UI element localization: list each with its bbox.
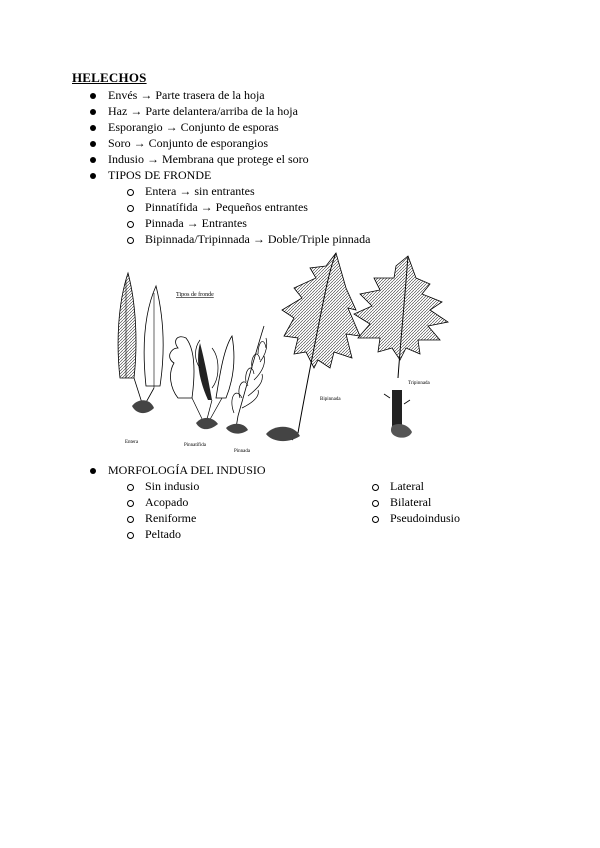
list-item: Envés → Parte trasera de la hoja [108, 88, 265, 102]
list-item: Haz → Parte delantera/arriba de la hoja [108, 104, 298, 118]
sub-list-item: Pseudoindusio [390, 511, 461, 525]
sub-list-item: Pinnada → Entrantes [145, 216, 247, 230]
pinnate-frond-drawing [226, 326, 267, 454]
sub-bullet-icon [127, 221, 134, 228]
tripinnate-frond-drawing [354, 256, 448, 438]
sub-bullet-icon [127, 484, 134, 491]
sub-bullet-icon [127, 237, 134, 244]
fern-frond-types-illustration [108, 248, 456, 458]
sub-list-item: Pinnatífida → Pequeños entrantes [145, 200, 308, 214]
list-item: Soro → Conjunto de esporangios [108, 136, 268, 150]
sub-bullet-icon [127, 205, 134, 212]
sub-list-item: Bilateral [390, 495, 432, 509]
sub-bullet-icon [127, 516, 134, 523]
bullet-icon [90, 93, 96, 99]
list-item: TIPOS DE FRONDE [108, 168, 212, 182]
pinnatifid-frond-drawing [170, 336, 234, 448]
sub-list-item: Peltado [145, 527, 181, 541]
page-title: HELECHOS [72, 70, 147, 85]
sub-list-item: Sin indusio [145, 479, 200, 493]
sub-bullet-icon [127, 189, 134, 196]
sub-bullet-icon [372, 516, 379, 523]
bullet-icon [90, 468, 96, 474]
frond-label-tripinnada: Tripinnada [408, 381, 430, 386]
sub-list-item: Acopado [145, 495, 189, 509]
bullet-icon [90, 141, 96, 147]
sub-bullet-icon [372, 484, 379, 491]
sub-list-item: Reniforme [145, 511, 197, 525]
frond-label-pinnada: Pinnada [234, 449, 251, 454]
sub-bullet-icon [372, 500, 379, 507]
bullet-icon [90, 125, 96, 131]
sub-list-item: Entera → sin entrantes [145, 184, 255, 198]
bullet-icon [90, 173, 96, 179]
figure-heading: Tipos de fronde [176, 292, 214, 298]
list-item: Esporangio → Conjunto de esporas [108, 120, 279, 134]
sub-bullet-icon [127, 500, 134, 507]
sub-list-item: Lateral [390, 479, 424, 493]
frond-label-entera: Entera [125, 440, 139, 445]
frond-label-bipinnada: Bipinnada [320, 397, 341, 402]
bullet-icon [90, 157, 96, 163]
sub-list-item: Bipinnada/Tripinnada → Doble/Triple pinnada [145, 232, 371, 246]
list-item: MORFOLOGÍA DEL INDUSIO [108, 463, 266, 477]
list-item: Indusio → Membrana que protege el soro [108, 152, 309, 166]
bipinnate-frond-drawing [266, 253, 360, 441]
bullet-icon [90, 109, 96, 115]
entire-frond-drawing [118, 273, 163, 445]
frond-label-pinnatifida: Pinnatífida [184, 443, 206, 448]
sub-bullet-icon [127, 532, 134, 539]
